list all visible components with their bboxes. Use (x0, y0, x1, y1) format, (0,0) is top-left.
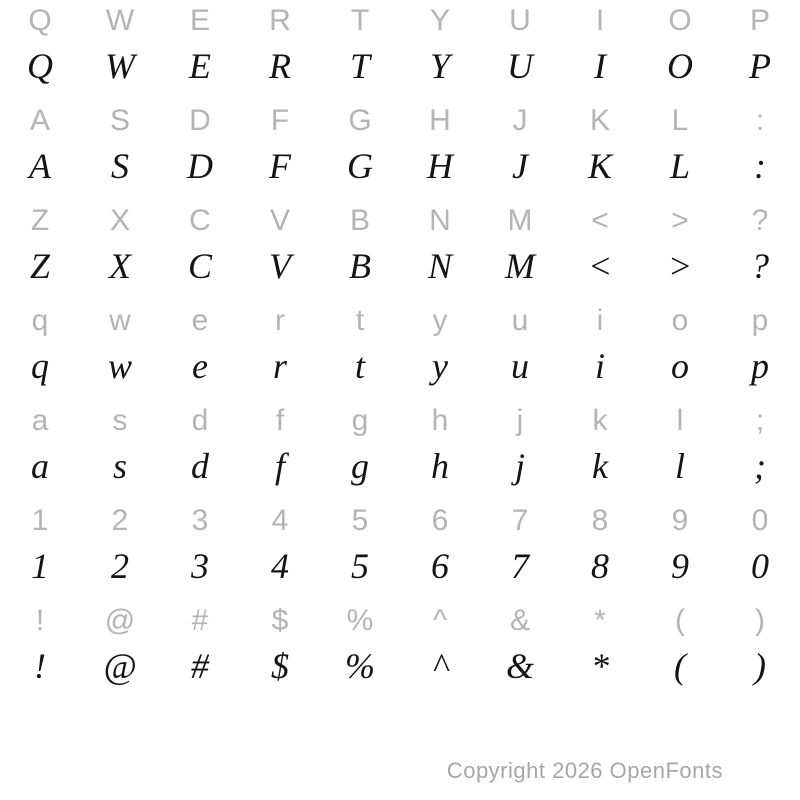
reference-glyph: y (432, 304, 448, 337)
script-glyph: 5 (351, 546, 369, 586)
script-glyph: M (505, 246, 535, 286)
glyph-row-pair-lowercase-asdf (0, 400, 800, 500)
reference-glyph: r (275, 304, 285, 337)
script-row (0, 442, 800, 500)
script-glyph: V (269, 246, 291, 286)
script-row (0, 142, 800, 200)
reference-glyph: P (749, 4, 770, 37)
script-glyph: Q (27, 46, 53, 86)
script-glyph: @ (103, 646, 137, 686)
reference-glyph: ? (751, 204, 769, 237)
reference-glyph: I (595, 4, 605, 37)
script-glyph: 6 (431, 546, 449, 586)
reference-row (0, 100, 800, 142)
glyph-row-pair-uppercase-qwerty (0, 0, 800, 100)
reference-glyph: & (509, 604, 530, 637)
reference-glyph: : (755, 104, 765, 137)
reference-glyph: C (189, 204, 211, 237)
script-glyph: ( (674, 646, 686, 686)
script-glyph: O (667, 46, 693, 86)
reference-row (0, 400, 800, 442)
reference-glyph: 3 (191, 504, 209, 537)
script-glyph: e (192, 346, 208, 386)
script-glyph: D (187, 146, 213, 186)
script-glyph: q (31, 346, 49, 386)
script-row (0, 342, 800, 400)
script-glyph: 0 (751, 546, 769, 586)
reference-glyph: F (270, 104, 290, 137)
reference-glyph: j (516, 404, 524, 437)
script-glyph: X (109, 246, 131, 286)
script-glyph: 9 (671, 546, 689, 586)
script-glyph: s (112, 446, 127, 486)
reference-glyph: 7 (511, 504, 529, 537)
reference-glyph: p (751, 304, 769, 337)
reference-row (0, 600, 800, 642)
reference-glyph: > (671, 204, 689, 237)
reference-glyph: L (671, 104, 689, 137)
script-glyph: f (274, 446, 285, 486)
script-glyph: 3 (191, 546, 209, 586)
reference-glyph: 9 (671, 504, 689, 537)
script-glyph: Z (29, 246, 51, 286)
glyph-row-pair-lowercase-qwerty (0, 300, 800, 400)
script-glyph: $ (271, 646, 289, 686)
reference-glyph: U (509, 4, 531, 37)
reference-glyph: E (189, 4, 210, 37)
reference-glyph: Q (28, 4, 52, 37)
script-glyph: h (431, 446, 449, 486)
reference-glyph: k (592, 404, 608, 437)
script-glyph: C (187, 246, 212, 286)
reference-glyph: o (671, 304, 689, 337)
script-glyph: i (594, 346, 605, 386)
script-glyph: ) (754, 646, 766, 686)
reference-glyph: 2 (111, 504, 129, 537)
script-glyph: < (587, 246, 613, 286)
script-glyph: t (354, 346, 365, 386)
script-row (0, 242, 800, 300)
reference-glyph: * (594, 604, 606, 637)
reference-glyph: a (31, 404, 49, 437)
reference-glyph: 0 (751, 504, 769, 537)
reference-glyph: 6 (431, 504, 449, 537)
reference-glyph: t (355, 304, 365, 337)
script-glyph: A (29, 146, 51, 186)
script-glyph: G (347, 146, 373, 186)
reference-glyph: % (346, 604, 374, 637)
script-glyph: F (269, 146, 291, 186)
script-glyph: 1 (31, 546, 49, 586)
script-glyph: L (669, 146, 691, 186)
glyph-row-pair-symbols (0, 600, 800, 700)
script-glyph: : (754, 146, 766, 186)
reference-glyph: i (596, 304, 604, 337)
script-glyph: J (512, 146, 528, 186)
reference-glyph: K (589, 104, 610, 137)
reference-glyph: X (109, 204, 130, 237)
script-glyph: W (105, 46, 135, 86)
script-glyph: % (345, 646, 375, 686)
script-glyph: B (349, 246, 371, 286)
reference-glyph: ) (755, 604, 765, 637)
reference-glyph: B (349, 204, 370, 237)
script-glyph: N (427, 246, 452, 286)
reference-glyph: 8 (591, 504, 609, 537)
script-glyph: ^ (432, 646, 448, 686)
script-glyph: E (189, 46, 211, 86)
reference-glyph: ^ (432, 604, 448, 637)
reference-glyph: O (668, 4, 692, 37)
glyph-row-pair-uppercase-asdf (0, 100, 800, 200)
script-row (0, 642, 800, 700)
reference-glyph: e (191, 304, 209, 337)
reference-glyph: N (429, 204, 451, 237)
script-glyph: k (592, 446, 608, 486)
script-glyph: 2 (111, 546, 129, 586)
reference-glyph: ( (675, 604, 685, 637)
copyright-text: Copyright 2026 OpenFonts (446, 758, 723, 783)
script-glyph: o (671, 346, 689, 386)
script-row (0, 42, 800, 100)
script-glyph: ? (751, 246, 769, 286)
reference-glyph: R (269, 4, 291, 37)
footer (447, 758, 723, 784)
script-glyph: j (514, 446, 525, 486)
reference-glyph: $ (271, 604, 289, 637)
reference-glyph: M (507, 204, 533, 237)
script-glyph: d (191, 446, 209, 486)
script-glyph: H (427, 146, 453, 186)
script-glyph: I (594, 46, 606, 86)
reference-glyph: 4 (271, 504, 289, 537)
reference-glyph: u (511, 304, 529, 337)
reference-glyph: l (676, 404, 684, 437)
script-glyph: a (31, 446, 49, 486)
reference-glyph: w (109, 304, 131, 337)
script-glyph: r (272, 346, 287, 386)
script-glyph: K (587, 146, 612, 186)
script-glyph: & (505, 646, 534, 686)
script-glyph: R (269, 46, 291, 86)
reference-glyph: Z (30, 204, 50, 237)
script-glyph: p (751, 346, 769, 386)
reference-glyph: q (31, 304, 49, 337)
script-glyph: P (749, 46, 771, 86)
reference-row (0, 0, 800, 42)
script-glyph: 7 (511, 546, 529, 586)
script-glyph: # (191, 646, 209, 686)
reference-glyph: H (429, 104, 451, 137)
script-row (0, 542, 800, 600)
reference-glyph: J (512, 104, 528, 137)
reference-glyph: V (269, 204, 290, 237)
glyph-row-pair-numerals (0, 500, 800, 600)
reference-glyph: @ (104, 604, 136, 637)
script-glyph: U (507, 46, 533, 86)
script-glyph: w (107, 346, 132, 386)
script-glyph: * (591, 646, 609, 686)
script-glyph: ; (754, 446, 766, 486)
script-glyph: 8 (591, 546, 609, 586)
reference-glyph: 1 (31, 504, 49, 537)
script-glyph: 4 (271, 546, 289, 586)
reference-glyph: # (191, 604, 209, 637)
reference-glyph: ! (35, 604, 45, 637)
script-glyph: S (111, 146, 129, 186)
reference-glyph: ; (755, 404, 765, 437)
reference-glyph: G (348, 104, 372, 137)
script-glyph: y (432, 346, 448, 386)
script-glyph: l (674, 446, 685, 486)
script-glyph: > (667, 246, 693, 286)
reference-glyph: h (431, 404, 449, 437)
script-glyph: Y (429, 46, 451, 86)
glyph-row-pair-uppercase-zxcv (0, 200, 800, 300)
reference-glyph: D (189, 104, 211, 137)
reference-glyph: g (351, 404, 369, 437)
reference-glyph: f (275, 404, 285, 437)
reference-row (0, 500, 800, 542)
reference-glyph: 5 (351, 504, 369, 537)
reference-glyph: A (29, 104, 50, 137)
reference-glyph: Y (429, 4, 450, 37)
script-glyph: T (349, 46, 371, 86)
script-glyph: ! (34, 646, 46, 686)
reference-glyph: d (191, 404, 209, 437)
reference-glyph: T (350, 4, 370, 37)
reference-glyph: s (112, 404, 128, 437)
script-glyph: g (351, 446, 369, 486)
reference-glyph: S (109, 104, 130, 137)
reference-glyph: < (591, 204, 609, 237)
reference-row (0, 200, 800, 242)
reference-glyph: W (105, 4, 135, 37)
script-glyph: u (511, 346, 529, 386)
reference-row (0, 300, 800, 342)
